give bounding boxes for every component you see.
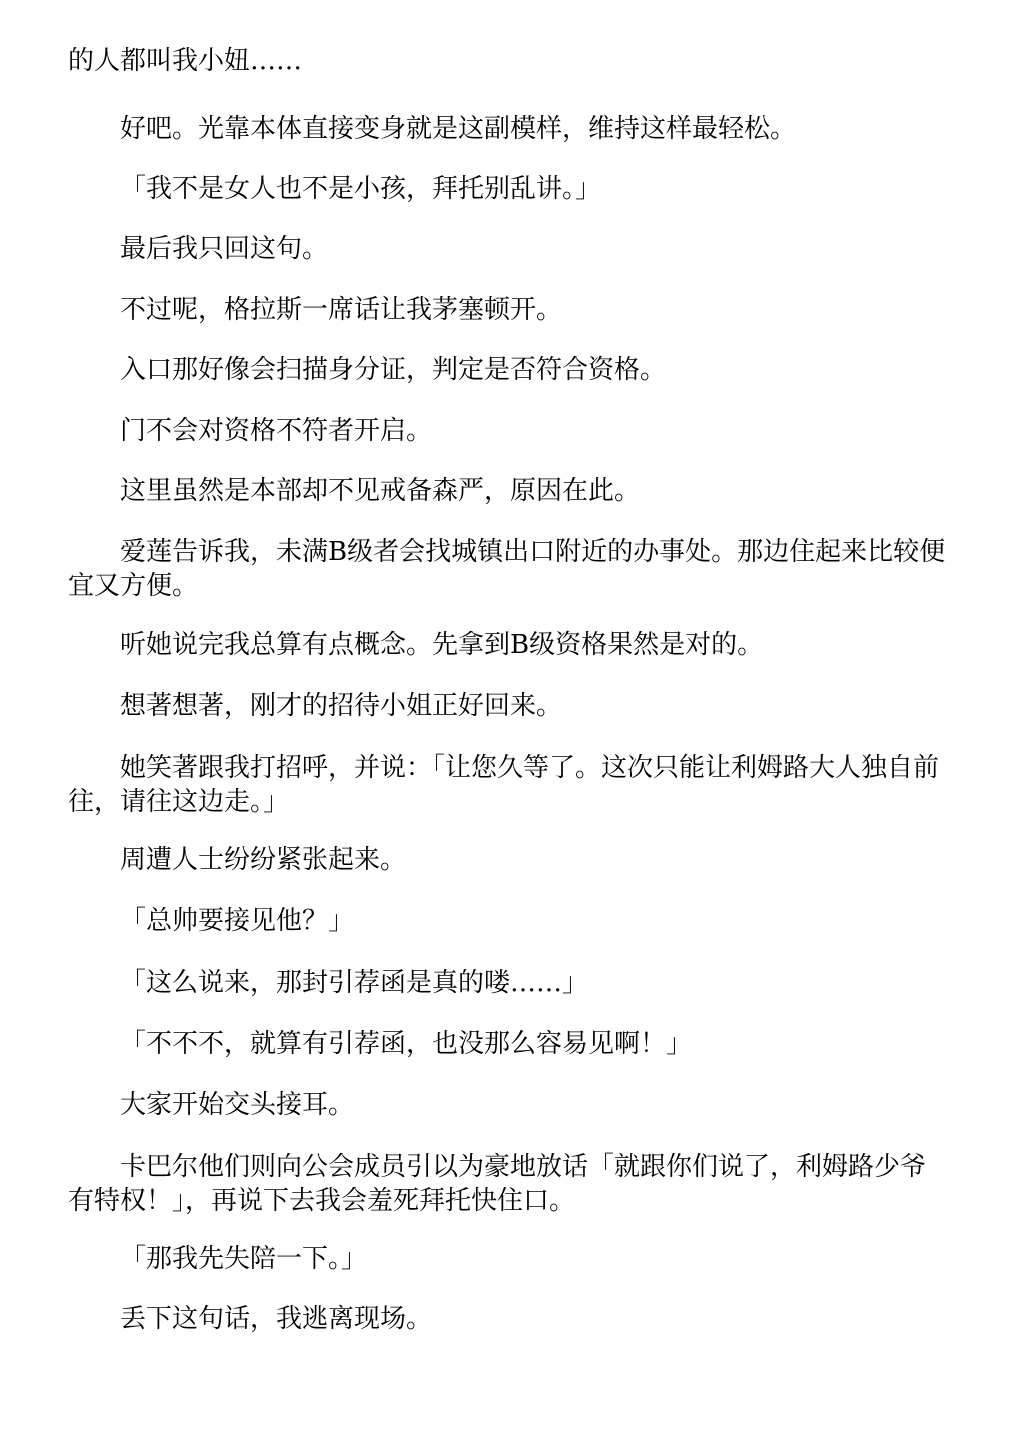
paragraph-dialogue: 「我不是女人也不是小孩，拜托别乱讲。」: [120, 174, 602, 204]
paragraph: 好吧。光靠本体直接变身就是这副模样，维持这样最轻松。: [120, 114, 797, 144]
paragraph-dialogue: 「那我先失陪一下。」: [120, 1244, 368, 1274]
paragraph-continuation: 的人都叫我小妞……: [68, 46, 303, 76]
paragraph: 不过呢，格拉斯一席话让我茅塞顿开。: [120, 295, 563, 325]
paragraph: 周遭人士纷纷紧张起来。: [120, 845, 407, 875]
paragraph: 入口那好像会扫描身分证，判定是否符合资格。: [120, 355, 667, 385]
paragraph: 丢下这句话，我逃离现场。: [120, 1304, 433, 1334]
paragraph: 这里虽然是本部却不见戒备森严，原因在此。: [120, 476, 641, 506]
paragraph: 门不会对资格不符者开启。: [120, 416, 433, 446]
paragraph-dialogue: 「总帅要接见他？」: [120, 906, 355, 936]
paragraph-dialogue: 「不不不，就算有引荐函，也没那么容易见啊！」: [120, 1029, 693, 1059]
paragraph: 听她说完我总算有点概念。先拿到B级资格果然是对的。: [120, 630, 764, 660]
paragraph: 爱莲告诉我，未满B级者会找城镇出口附近的办事处。那边住起来比较便宜又方便。: [68, 537, 946, 601]
paragraph: 最后我只回这句。: [120, 234, 329, 264]
paragraph: 她笑著跟我打招呼，并说：「让您久等了。这次只能让利姆路大人独自前往，请往这边走。」: [68, 753, 940, 817]
paragraph-dialogue: 「这么说来，那封引荐函是真的喽……」: [120, 968, 589, 998]
paragraph: 大家开始交头接耳。: [120, 1090, 355, 1120]
paragraph: 卡巴尔他们则向公会成员引以为豪地放话「就跟你们说了，利姆路少爷有特权！」，再说下去我会羞死拜托快住口。: [68, 1152, 927, 1216]
paragraph: 想著想著，刚才的招待小姐正好回来。: [120, 691, 563, 721]
